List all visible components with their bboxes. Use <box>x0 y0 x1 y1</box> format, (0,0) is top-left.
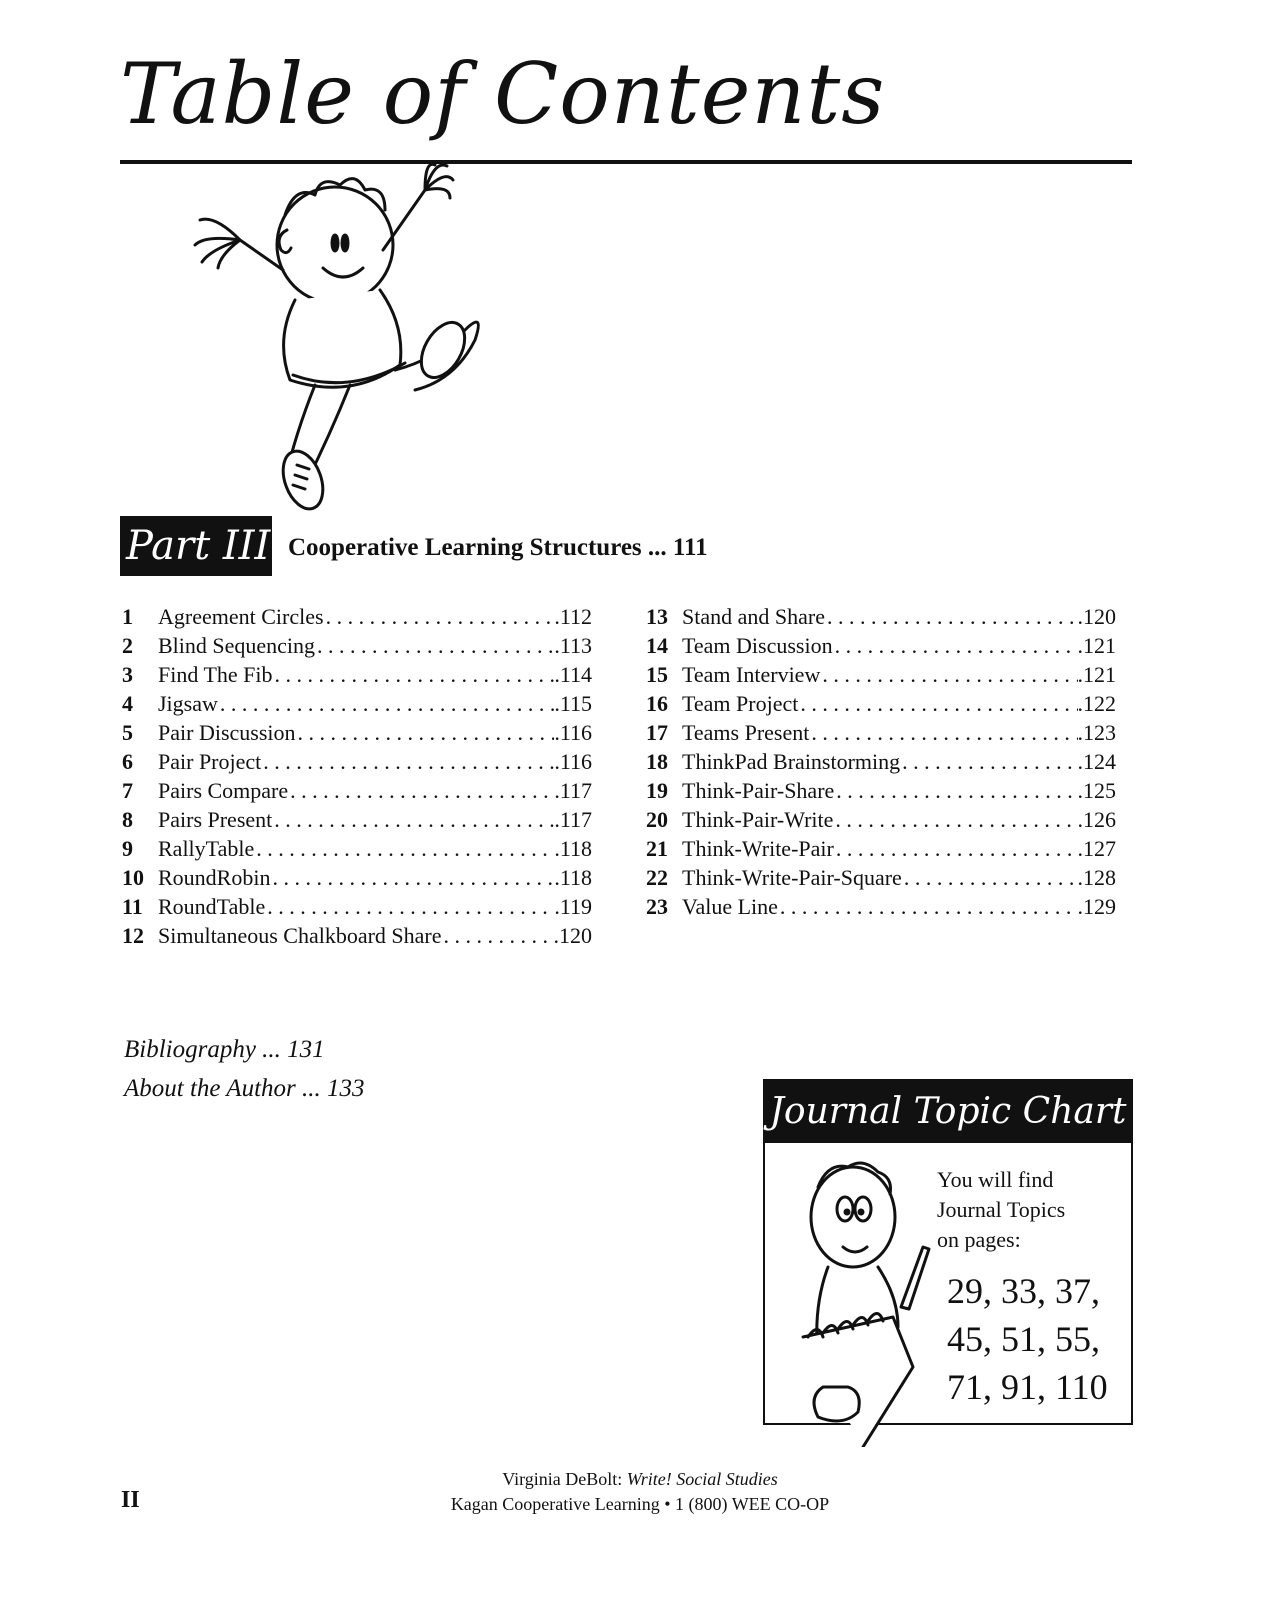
toc-dot-leader <box>834 778 1077 804</box>
journal-pages-list <box>947 1267 1108 1411</box>
toc-entry-number: 6 <box>122 749 133 774</box>
toc-entry-number: 4 <box>122 691 133 716</box>
toc-entry-title: Team Interview <box>682 662 821 687</box>
toc-entry-number: 8 <box>122 807 133 832</box>
toc-entry <box>122 633 592 662</box>
toc-entry <box>646 604 1116 633</box>
toc-entry <box>122 604 592 633</box>
toc-entry-page: .123 <box>1077 720 1116 745</box>
toc-dot-leader <box>778 894 1078 920</box>
toc-entry-title: RallyTable <box>158 836 255 861</box>
toc-entry-title: Think-Write-Pair <box>682 836 834 861</box>
toc-entry-title: Pair Project <box>158 749 262 774</box>
boy-with-notepad-illustration <box>783 1157 943 1447</box>
toc-entry <box>646 807 1116 836</box>
toc-entry-page: .112 <box>554 604 592 629</box>
toc-entry-number: 21 <box>646 836 668 861</box>
toc-entry-number: 2 <box>122 633 133 658</box>
toc-entry-title: Find The Fib <box>158 662 273 687</box>
toc-dot-leader <box>324 604 555 630</box>
toc-entry-page: .119 <box>554 894 592 919</box>
toc-dot-leader <box>902 865 1078 891</box>
toc-dot-leader <box>833 633 1078 659</box>
toc-entry-title: Team Discussion <box>682 633 833 658</box>
journal-text-line-2: Journal Topics <box>937 1197 1066 1222</box>
toc-entry-page: .129 <box>1077 894 1116 919</box>
journal-text-line-3: on pages: <box>937 1227 1021 1252</box>
journal-intro-text <box>937 1165 1065 1255</box>
toc-entry-page: .128 <box>1077 865 1116 890</box>
toc-entry <box>646 749 1116 778</box>
toc-entry-page: .125 <box>1077 778 1116 803</box>
toc-entry-number: 15 <box>646 662 668 687</box>
toc-entry <box>122 778 592 807</box>
toc-entry-title: Agreement Circles <box>158 604 324 629</box>
toc-dot-leader <box>288 778 554 804</box>
toc-entry-number: 16 <box>646 691 668 716</box>
toc-entry-page: .113 <box>554 633 592 658</box>
toc-entry-number: 13 <box>646 604 668 629</box>
journal-chart-title: Journal Topic Chart <box>765 1081 1131 1143</box>
page-title: Table of Contents <box>120 45 886 143</box>
toc-entry-page: .122 <box>1077 691 1116 716</box>
toc-entry-number: 14 <box>646 633 668 658</box>
toc-entry-page: .127 <box>1077 836 1116 861</box>
toc-entry-page: .126 <box>1077 807 1116 832</box>
toc-dot-leader <box>820 662 1077 688</box>
toc-entry <box>646 633 1116 662</box>
toc-entry-number: 23 <box>646 894 668 919</box>
bibliography-entry: Bibliography ... 131 <box>124 1036 325 1063</box>
toc-entry-title: RoundTable <box>158 894 266 919</box>
toc-entry <box>122 923 592 952</box>
journal-text-line-1: You will find <box>937 1167 1054 1192</box>
toc-entry <box>646 865 1116 894</box>
toc-entry-number: 12 <box>122 923 144 948</box>
toc-dot-leader <box>442 923 554 949</box>
toc-entry-title: Stand and Share <box>682 604 825 629</box>
toc-dot-leader <box>833 807 1077 833</box>
toc-dot-leader <box>296 720 555 746</box>
toc-entry-page: .120 <box>1077 604 1116 629</box>
footer-credit <box>380 1469 900 1490</box>
toc-dot-leader <box>272 807 554 833</box>
toc-entry-title: Pair Discussion <box>158 720 296 745</box>
toc-entry-title: Blind Sequencing <box>158 633 316 658</box>
toc-entry-title: ThinkPad Brainstorming <box>682 749 901 774</box>
toc-entry-page: .121 <box>1077 662 1116 687</box>
toc-dot-leader <box>809 720 1077 746</box>
journal-pages-line-1: 29, 33, 37, <box>947 1271 1100 1311</box>
part-badge: Part III <box>120 516 272 576</box>
toc-entry-title: Pairs Present <box>158 807 273 832</box>
toc-dot-leader <box>254 836 554 862</box>
toc-entry <box>646 720 1116 749</box>
toc-entry <box>646 691 1116 720</box>
toc-entry <box>122 749 592 778</box>
jumping-boy-illustration <box>185 160 495 520</box>
toc-entry <box>122 894 592 923</box>
toc-dot-leader <box>273 662 555 688</box>
toc-entry-number: 10 <box>122 865 144 890</box>
toc-entry <box>646 662 1116 691</box>
journal-pages-line-3: 71, 91, 110 <box>947 1367 1108 1407</box>
toc-entry <box>646 894 1116 923</box>
toc-entry-number: 17 <box>646 720 668 745</box>
toc-entry <box>646 778 1116 807</box>
toc-entry-number: 20 <box>646 807 668 832</box>
part-title: Cooperative Learning Structures ... 111 <box>288 534 708 561</box>
toc-entry-number: 5 <box>122 720 133 745</box>
toc-entry <box>122 836 592 865</box>
toc-entry-title: Team Project <box>682 691 799 716</box>
toc-entry-page: .114 <box>554 662 592 687</box>
toc-entry-title: Teams Present <box>682 720 810 745</box>
toc-entry <box>122 720 592 749</box>
toc-entry-page: .121 <box>1077 633 1116 658</box>
toc-entry <box>122 807 592 836</box>
toc-dot-leader <box>825 604 1078 630</box>
toc-entry <box>646 836 1116 865</box>
about-author-entry: About the Author ... 133 <box>124 1075 365 1102</box>
toc-entry-title: Think-Pair-Write <box>682 807 834 832</box>
toc-entry-number: 19 <box>646 778 668 803</box>
toc-entry <box>122 865 592 894</box>
toc-left-column <box>122 604 592 952</box>
toc-entry-title: RoundRobin <box>158 865 271 890</box>
toc-dot-leader <box>270 865 554 891</box>
journal-pages-line-2: 45, 51, 55, <box>947 1319 1100 1359</box>
toc-dot-leader <box>218 691 554 717</box>
toc-entry-number: 7 <box>122 778 133 803</box>
toc-entry-page: .117 <box>554 807 592 832</box>
toc-entry-number: 18 <box>646 749 668 774</box>
toc-entry-page: .116 <box>554 749 592 774</box>
toc-entry-number: 22 <box>646 865 668 890</box>
toc-dot-leader <box>265 894 554 920</box>
page-number: II <box>121 1487 140 1513</box>
toc-entry-number: 11 <box>122 894 143 919</box>
toc-entry-title: Simultaneous Chalkboard Share <box>158 923 442 948</box>
toc-entry-title: Jigsaw <box>158 691 218 716</box>
toc-entry-page: .117 <box>554 778 592 803</box>
toc-entry <box>122 691 592 720</box>
footer-author: Virginia DeBolt: <box>502 1469 627 1489</box>
toc-right-column <box>646 604 1116 923</box>
toc-entry-title: Think-Write-Pair-Square <box>682 865 902 890</box>
toc-entry <box>122 662 592 691</box>
toc-entry-title: Value Line <box>682 894 778 919</box>
toc-entry-number: 3 <box>122 662 133 687</box>
footer-book-title: Write! Social Studies <box>626 1469 778 1489</box>
toc-entry-number: 1 <box>122 604 133 629</box>
journal-topic-chart <box>763 1079 1133 1425</box>
toc-dot-leader <box>900 749 1077 775</box>
toc-entry-title: Pairs Compare <box>158 778 289 803</box>
toc-entry-page: .115 <box>554 691 592 716</box>
toc-entry-page: .118 <box>554 865 592 890</box>
toc-dot-leader <box>315 633 554 659</box>
toc-dot-leader <box>834 836 1078 862</box>
toc-entry-page: .124 <box>1077 749 1116 774</box>
toc-entry-page: .118 <box>554 836 592 861</box>
toc-entry-number: 9 <box>122 836 133 861</box>
toc-entry-page: .116 <box>554 720 592 745</box>
toc-dot-leader <box>261 749 554 775</box>
toc-entry-title: Think-Pair-Share <box>682 778 835 803</box>
toc-entry-page: .120 <box>553 923 592 948</box>
toc-dot-leader <box>798 691 1077 717</box>
footer-publisher: Kagan Cooperative Learning • 1 (800) WEE CO-OP <box>450 1494 830 1514</box>
